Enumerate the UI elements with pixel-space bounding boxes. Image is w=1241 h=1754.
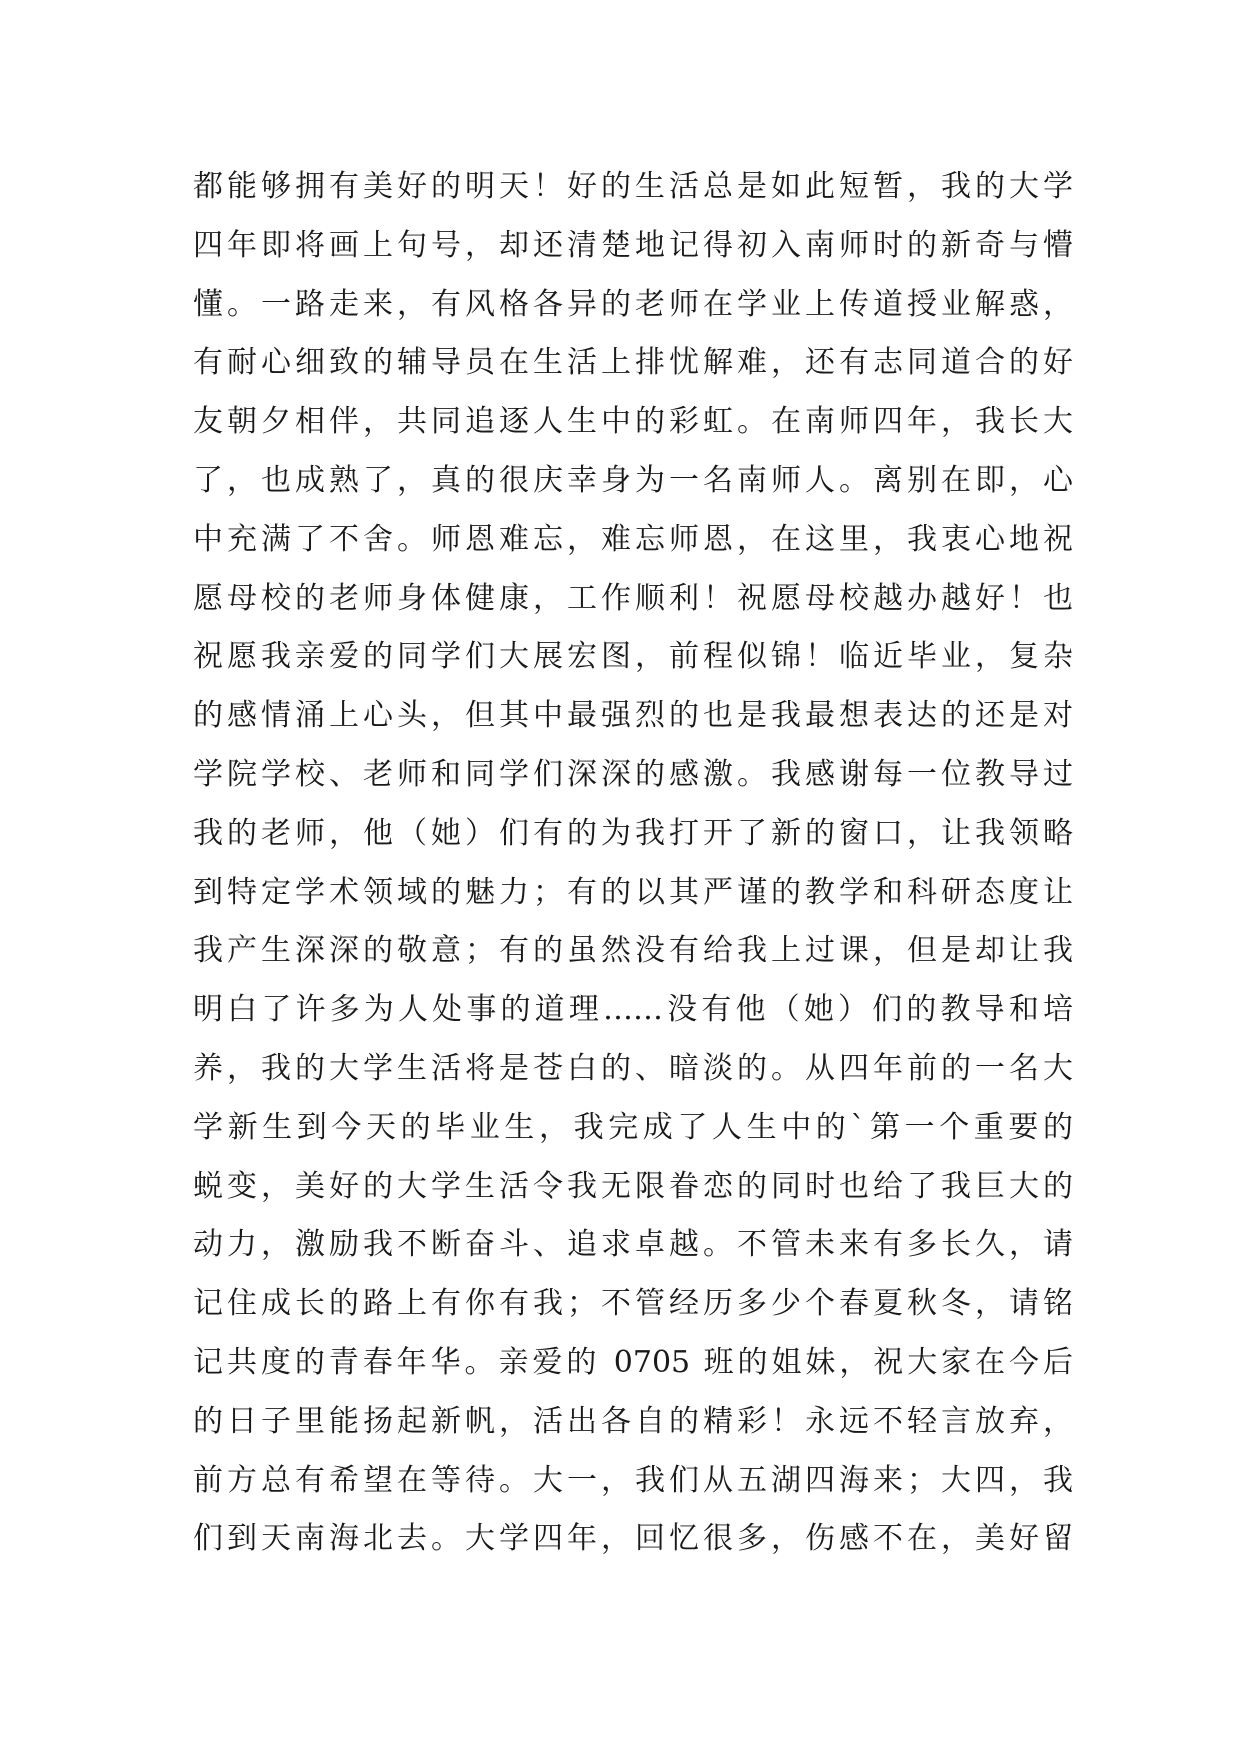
text-line-16: 养，我的大学生活将是苍白的、暗淡的。从四年前的一名大	[193, 1050, 1073, 1086]
text-line-20: 记住成长的路上有你有我；不管经历多少个春夏秋冬，请铭	[193, 1286, 1073, 1322]
text-line-24: 们到天南海北去。大学四年，回忆很多，伤感不在，美好留	[193, 1521, 1073, 1557]
text-line-4: 有耐心细致的辅导员在生活上排忧解难，还有志同道合的好	[193, 345, 1073, 381]
text-line-14: 我产生深深的敬意；有的虽然没有给我上过课，但是却让我	[193, 933, 1073, 969]
text-line-17: 学新生到今天的毕业生，我完成了人生中的`第一个重要的	[193, 1109, 1073, 1145]
text-line-10: 的感情涌上心头，但其中最强烈的也是我最想表达的还是对	[193, 698, 1073, 734]
text-line-2: 四年即将画上句号，却还清楚地记得初入南师时的新奇与懵	[193, 227, 1073, 263]
text-line-23: 前方总有希望在等待。大一，我们从五湖四海来；大四，我	[193, 1462, 1073, 1498]
text-line-15: 明白了许多为人处事的道理……没有他（她）们的教导和培	[193, 992, 1073, 1028]
text-line-6: 了，也成熟了，真的很庆幸身为一名南师人。离别在即，心	[193, 462, 1073, 498]
text-line-11: 学院学校、老师和同学们深深的感激。我感谢每一位教导过	[193, 756, 1073, 792]
text-line-21: 记共度的青春年华。亲爱的 0705 班的姐妹，祝大家在今后	[193, 1344, 1073, 1380]
body-text	[193, 158, 1073, 1569]
text-line-3: 懂。一路走来，有风格各异的老师在学业上传道授业解惑，	[193, 286, 1073, 322]
text-line-18: 蜕变，美好的大学生活令我无限眷恋的同时也给了我巨大的	[193, 1168, 1073, 1204]
text-line-7: 中充满了不舍。师恩难忘，难忘师恩，在这里，我衷心地祝	[193, 521, 1073, 557]
text-line-13: 到特定学术领域的魅力；有的以其严谨的教学和科研态度让	[193, 874, 1073, 910]
text-line-19: 动力，激励我不断奋斗、追求卓越。不管未来有多长久，请	[193, 1227, 1073, 1263]
text-line-12: 我的老师，他（她）们有的为我打开了新的窗口，让我领略	[193, 815, 1073, 851]
text-line-1: 都能够拥有美好的明天！好的生活总是如此短暂，我的大学	[193, 169, 1073, 204]
text-line-9: 祝愿我亲爱的同学们大展宏图，前程似锦！临近毕业，复杂	[193, 639, 1073, 675]
text-line-22: 的日子里能扬起新帆，活出各自的精彩！永远不轻言放弃，	[193, 1403, 1073, 1439]
text-line-8: 愿母校的老师身体健康，工作顺利！祝愿母校越办越好！也	[193, 580, 1073, 616]
text-line-5: 友朝夕相伴，共同追逐人生中的彩虹。在南师四年，我长大	[193, 404, 1073, 440]
